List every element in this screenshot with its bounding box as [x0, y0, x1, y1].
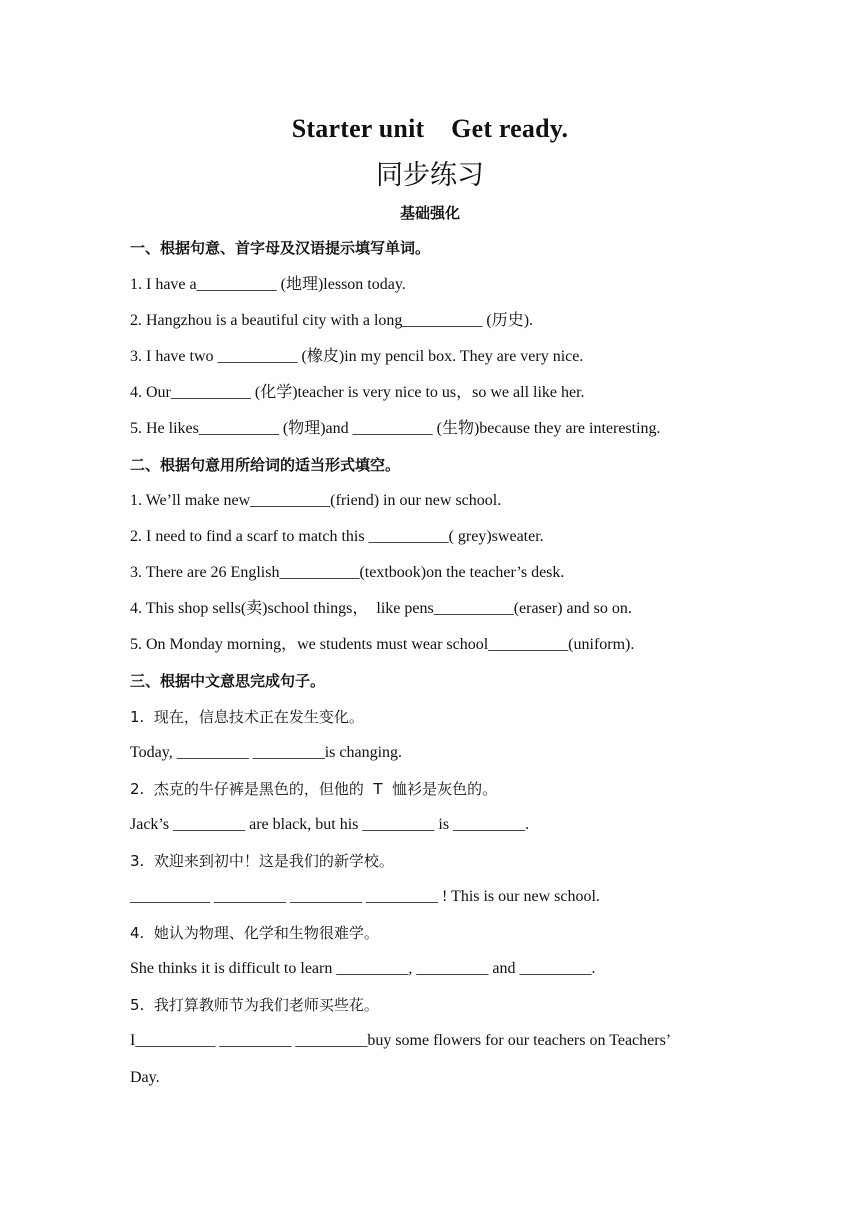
section-label: 基础强化	[399, 204, 460, 222]
part3-item-3-en: __________ _________ _________ _________ ! This is our new school.	[130, 888, 600, 905]
part1-heading: 一、根据句意、首字母及汉语提示填写单词。	[130, 239, 431, 257]
part3-item-4-cn: 4. 她认为物理、化学和生物很难学。	[130, 924, 379, 942]
part3-heading: 三、根据中文意思完成句子。	[130, 672, 326, 690]
part3-item-1-en: Today, _________ _________is changing.	[130, 744, 403, 761]
part2-item-2: 2. I need to find a scarf to match this __________( grey)sweater.	[130, 528, 544, 545]
part3-item-5-en: I__________ _________ _________buy some flowers for our teachers on Teachers’	[130, 1032, 672, 1049]
page-subtitle: 同步练习	[376, 160, 484, 191]
part2-item-5: 5. On Monday morning，we students must wear school__________(uniform).	[130, 636, 635, 653]
part2-heading: 二、根据句意用所给词的适当形式填空。	[130, 456, 401, 474]
part3-item-5-cn: 5. 我打算教师节为我们老师买些花。	[130, 996, 379, 1014]
part1-item-2: 2. Hangzhou is a beautiful city with a long__________ (历史).	[130, 312, 534, 329]
part2-item-4: 4. This shop sells(卖)school things， like pens__________(eraser) and so on.	[130, 600, 632, 617]
part2-item-3: 3. There are 26 English__________(textbook)on the teacher’s desk.	[130, 564, 565, 581]
part3-item-1-cn: 1. 现在，信息技术正在发生变化。	[130, 708, 364, 726]
page-title: Starter unit Get ready.	[291, 114, 569, 143]
part2-item-1: 1. We’ll make new__________(friend) in our new school.	[130, 492, 502, 509]
part1-item-5: 5. He likes__________ (物理)and __________ (生物)because they are interesting.	[130, 420, 661, 437]
part3-item-2-en: Jack’s _________ are black, but his _________ is _________.	[130, 816, 530, 833]
part3-item-2-cn: 2. 杰克的牛仔裤是黑色的，但他的 T 恤衫是灰色的。	[130, 780, 498, 798]
part3-item-4-en: She thinks it is difficult to learn _________, _________ and _________.	[130, 960, 596, 977]
part1-item-1: 1. I have a__________ (地理)lesson today.	[130, 276, 406, 293]
part1-item-3: 3. I have two __________ (橡皮)in my pencil box. They are very nice.	[130, 348, 584, 365]
part3-item-3-cn: 3. 欢迎来到初中！这是我们的新学校。	[130, 852, 394, 870]
part1-item-4: 4. Our__________ (化学)teacher is very nice to us，so we all like her.	[130, 384, 585, 401]
part3-item-5-en-cont: Day.	[130, 1069, 160, 1086]
